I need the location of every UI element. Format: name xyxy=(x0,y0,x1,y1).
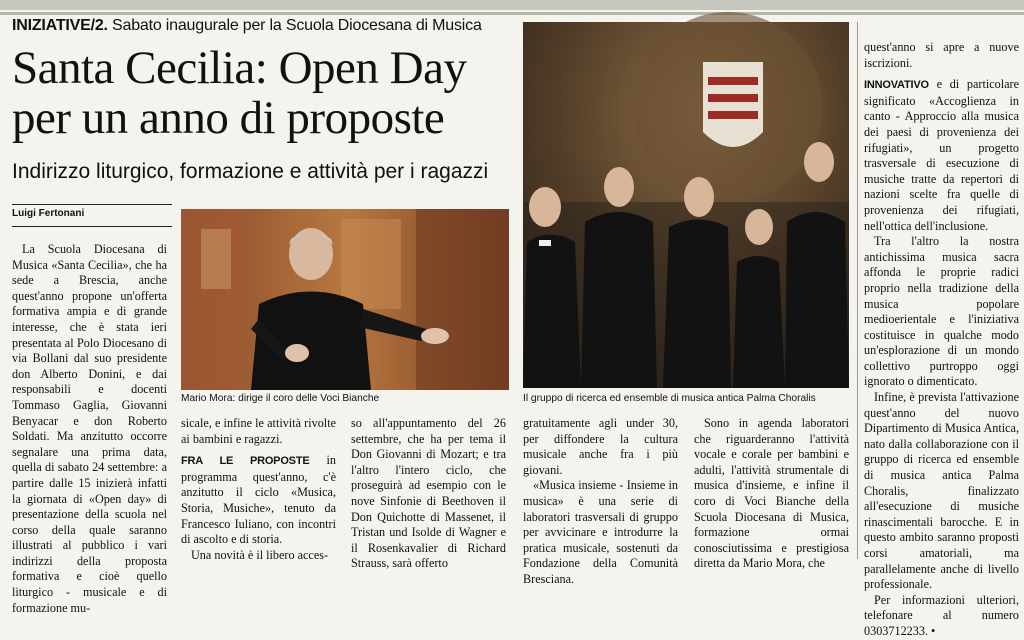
paragraph: Sono in agenda laboratori che riguarderanno l'attività vocale e corale per bambini e adulti, l'attività strumentale di musica d'insieme, e infine il coro di Voci Bianche della Scuola Diocesana di Musica, formazione ormai conosciutissima e prestigiosa diretta da Mario Mora, che xyxy=(694,416,849,571)
paragraph: so all'appuntamento del 26 settembre, che ha per tema il Don Giovanni di Mozart; e tra l'altro l'intero ciclo, che proseguirà ad esempio con le nove Sinfonie di Beethoven il Don Quichotte di Massenet, il Tristan und Isolde di Wagner e il Rosenkavalier di Richard Strauss, sarà offerto xyxy=(351,416,506,571)
body-column-6 xyxy=(864,40,1020,638)
ensemble-photo-caption: Il gruppo di ricerca ed ensemble di musica antica Palma Choralis xyxy=(523,393,816,404)
headline-line-1: Santa Cecilia: Open Day xyxy=(12,42,467,94)
body-column-1 xyxy=(12,242,167,615)
paragraph xyxy=(864,77,1019,234)
column-divider xyxy=(857,22,858,559)
body-column-5 xyxy=(694,416,849,571)
paragraph: «Musica insieme - Insieme in musica» è una serie di laboratori trasversali di gruppo per avvicinare e introdurre la pratica musicale, sostenuti da Fondazione della Comunità Bresciana. xyxy=(523,478,678,586)
byline-rule xyxy=(12,204,172,205)
author-byline: Luigi Fertonani xyxy=(12,208,85,219)
paragraph: Per informazioni ulteriori, telefonare al numero 0303712233. • xyxy=(864,592,1019,638)
paragraph: Infine, è prevista l'attivazione quest'anno del nuovo Dipartimento di Musica Antica, nato dalla collaborazione con il gruppo di ricerca ed ensemble di musica antica Palma Choralis, finalizzato all'esecuzione di musiche rinascimentali barocche. E in questo ambito saranno proposti corsi amatoriali, ma parallelamente anche di livello professionale. xyxy=(864,390,1019,592)
body-column-4 xyxy=(523,416,678,586)
section-lead: INNOVATIVO xyxy=(864,79,929,92)
kicker-label: INIZIATIVE/2. xyxy=(12,17,108,34)
body-column-2 xyxy=(181,416,337,562)
page-top-band xyxy=(0,0,1024,10)
paragraph: La Scuola Diocesana di Musica «Santa Cecilia», che ha sede a Brescia, anche quest'anno propone un'offerta formativa ampia e di grande interesse, che è stata ieri presentata al Polo Diocesano di via Bollani dal suo presidente don Alberto Donini, e dai responsabili e docenti Tommaso Gaglia, Giovanni Benyacar e don Roberto Soldati. Ma anzitutto occorre segnalare una prima data, quella di sabato 24 settembre: a partire dalle 15 inizierà infatti la giornata di «Open day» di presentazione della scuola nel corso della quale saranno illustrati al pubblico i vari indirizzi della proposta formativa e cioè quello liturgico - musicale e di formazione mu- xyxy=(12,242,167,615)
headline-line-2: per un anno di proposte xyxy=(12,92,445,144)
body-column-3 xyxy=(351,416,506,571)
paragraph: gratuitamente agli under 30, per diffondere la cultura musicale anche fra i più giovani. xyxy=(523,416,678,477)
ensemble-photo xyxy=(523,22,849,388)
kicker-text: Sabato inaugurale per la Scuola Diocesana di Musica xyxy=(112,17,482,34)
paragraph: Una novità è il libero acces- xyxy=(191,547,329,562)
paragraph: quest'anno si apre a nuove iscrizioni. xyxy=(864,40,1019,70)
headline xyxy=(12,43,517,143)
paragraph: Tra l'altro la nostra antichissima musica sacra affonda le proprie radici proprio nella tradizione della musica popolare medioerientale e l'iniziativa costituisce in qualche modo un'esplorazione di un mondo collettivo purtroppo oggi ignorato o dimenticato. xyxy=(864,234,1019,389)
paragraph xyxy=(181,453,336,548)
conductor-photo-caption: Mario Mora: dirige il coro delle Voci Bianche xyxy=(181,393,380,404)
page-top-rule xyxy=(0,12,1024,15)
section-lead: FRA LE PROPOSTE xyxy=(181,455,310,468)
paragraph-text: in programma quest'anno, c'è anzitutto il ciclo «Musica, Storia, Musiche», tenuto da Francesco Iuliano, con incontri di ascolto e di storia. xyxy=(181,453,337,547)
subheadline: Indirizzo liturgico, formazione e attività per i ragazzi xyxy=(12,160,489,183)
conductor-photo xyxy=(181,209,509,390)
paragraph-text: e di particolare significato «Accoglienza in canto - Approccio alla musica dei paesi di provenienza dei rifugiati», un progetto trasversale di esecuzione di musiche tratte da repertori di nazioni scelte fra quelle di provenienza dei rifugiati, nell'ottica dell'inclusione. xyxy=(864,77,1020,233)
byline-rule-bottom xyxy=(12,226,172,227)
paragraph: sicale, e infine le attività rivolte ai bambini e ragazzi. xyxy=(181,416,336,446)
kicker xyxy=(12,17,482,35)
